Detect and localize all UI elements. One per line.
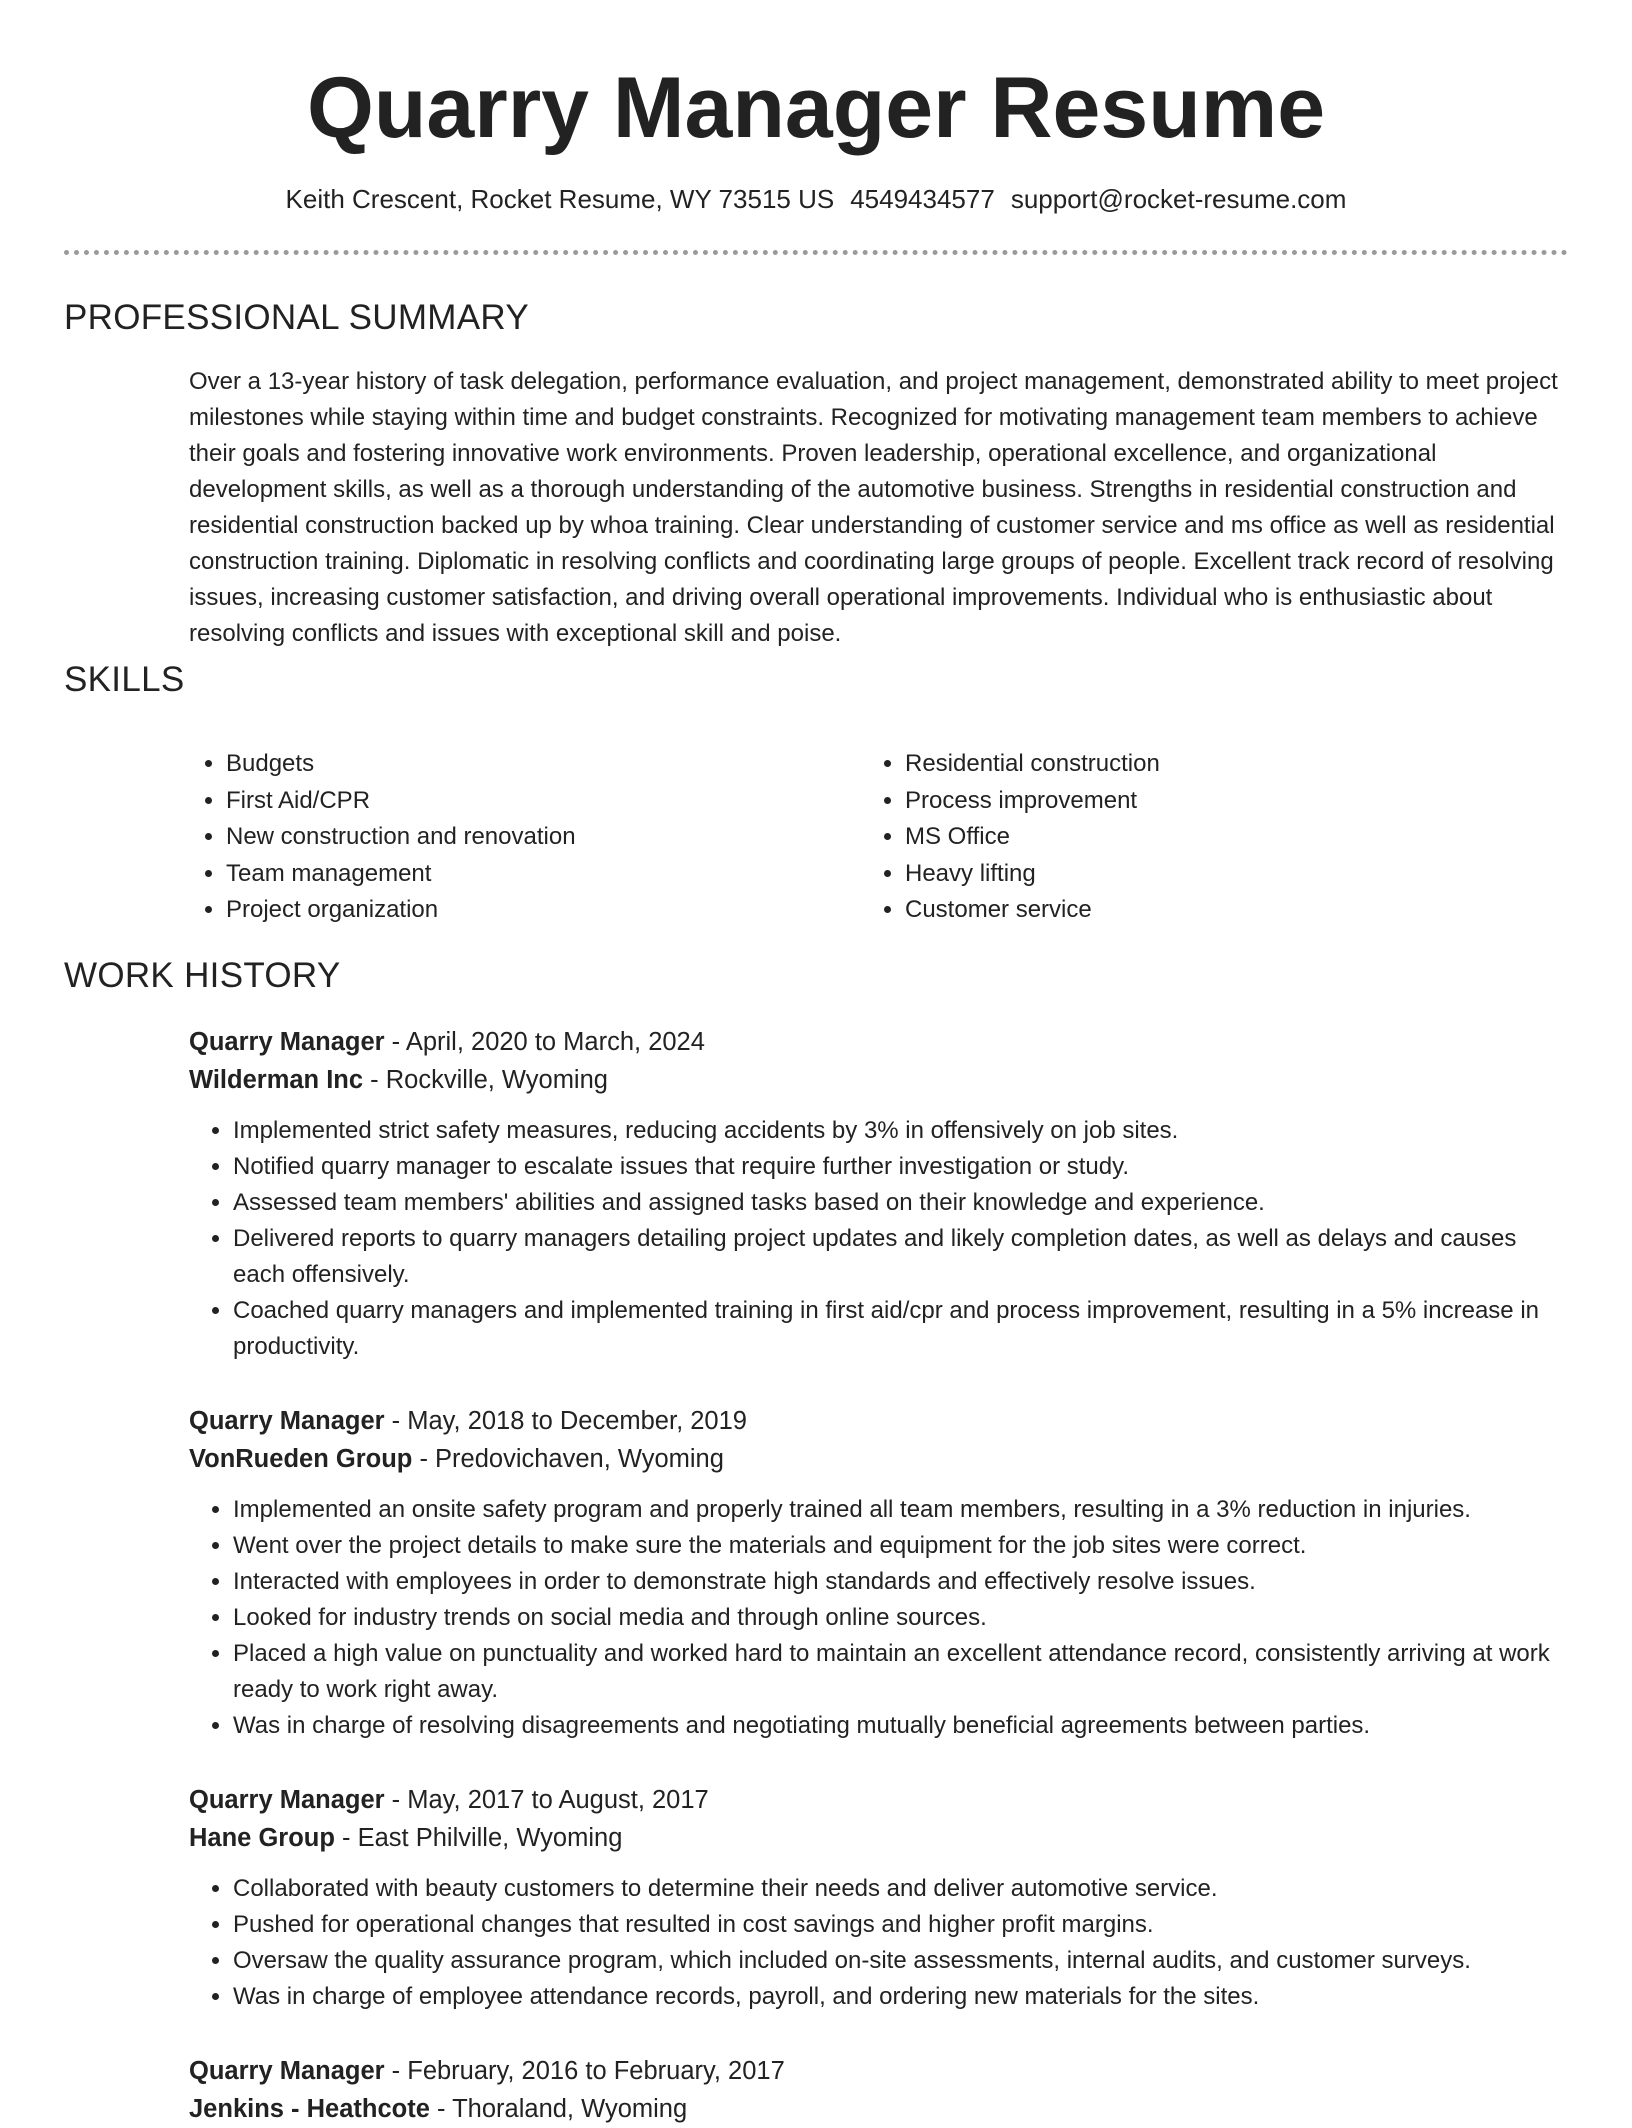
contact-email[interactable]: support@rocket-resume.com [1010,184,1347,214]
job-title: Quarry Manager [189,1028,385,1056]
skill-item: • MS Office [905,819,1160,856]
contact-line [0,182,1632,216]
skill-item: • Residential construction [905,746,1160,783]
job-location: - Rockville, Wyoming [363,1066,608,1094]
job-bullet: • Implemented an onsite safety program and properly trained all team members, resulting in a 3% reduction in injuries. [233,1492,1569,1528]
job-bullet: • Collaborated with beauty customers to determine their needs and deliver automotive service. [233,1871,1569,1907]
job-bullet: • Delivered reports to quarry managers detailing project updates and likely completion dates, as well as delays and causes each offensively. [233,1221,1569,1293]
job-dates: - February, 2016 to February, 2017 [384,2057,785,2085]
job-title-line [189,2052,1569,2090]
resume-title: Quarry Manager Resume [306,60,1326,156]
job-bullet: • Looked for industry trends on social media and through online sources. [233,1600,1569,1636]
skill-item: • New construction and renovation [226,819,576,856]
job-location: - East Philville, Wyoming [334,1824,623,1852]
skill-item: • Process improvement [905,783,1160,820]
job-bullet: • Notified quarry manager to escalate issues that require further investigation or study. [233,1149,1569,1185]
job-dates: - April, 2020 to March, 2024 [384,1028,705,1056]
skill-item: • Heavy lifting [905,856,1160,893]
skills-heading: SKILLS [64,660,185,699]
job-company-line [189,2090,1569,2128]
skill-item: • First Aid/CPR [226,783,576,820]
job-bullet: • Interacted with employees in order to demonstrate high standards and effectively resolve issues. [233,1564,1569,1600]
job-dates: - May, 2017 to August, 2017 [384,1786,709,1814]
job-title-line [189,1023,1569,1061]
job-entry [189,1402,1569,1744]
header-divider [64,250,1568,255]
summary-heading: PROFESSIONAL SUMMARY [64,298,529,337]
summary-text: Over a 13-year history of task delegation, performance evaluation, and project management, demonstrated ability to meet project milestones while staying within time and budget constraints. Recognized for motivating management team members to achieve their goals and fostering innovative work environments. Proven leadership, operational excellence, and organizational development skills, as well as a thorough understanding of the automotive business. Strengths in residential construction and residential construction backed up by whoa training. Clear understanding of customer service and ms office as well as residential construction training. Diplomatic in resolving conflicts and coordinating large groups of people. Excellent track record of resolving issues, increasing customer satisfaction, and driving overall operational improvements. Individual who is enthusiastic about resolving conflicts and issues with exceptional skill and poise. [189,368,1558,647]
skill-item: • Team management [226,856,576,893]
job-company: Wilderman Inc [189,1066,364,1094]
job-title: Quarry Manager [189,1786,385,1814]
job-bullet: • Placed a high value on punctuality and worked hard to maintain an excellent attendance record, consistently arriving at work ready to work right away. [233,1636,1569,1708]
job-company-line [189,1061,1569,1099]
job-entry [189,1781,1569,2015]
job-company: Jenkins - Heathcote [189,2095,430,2123]
job-bullet: • Was in charge of resolving disagreements and negotiating mutually beneficial agreements between parties. [233,1708,1569,1744]
job-bullets [189,1492,1569,1744]
job-entry [189,2052,1569,2128]
job-location: - Thoraland, Wyoming [429,2095,688,2123]
contact-address: Keith Crescent, Rocket Resume, WY 73515 US [285,184,835,214]
job-company-line [189,1819,1569,1857]
job-company-line [189,1440,1569,1478]
job-bullets [189,1113,1569,1365]
job-title-line [189,1781,1569,1819]
job-title-line [189,1402,1569,1440]
job-bullet: • Coached quarry managers and implemented training in first aid/cpr and process improvement, resulting in a 5% increase in productivity. [233,1293,1569,1365]
job-bullet: • Assessed team members' abilities and assigned tasks based on their knowledge and experience. [233,1185,1569,1221]
job-bullet: • Was in charge of employee attendance records, payroll, and ordering new materials for the sites. [233,1979,1569,2015]
job-dates: - May, 2018 to December, 2019 [384,1407,747,1435]
skills-list-right [861,746,1160,929]
job-entry [189,1023,1569,1365]
job-bullet: • Oversaw the quality assurance program, which included on-site assessments, internal audits, and customer surveys. [233,1943,1569,1979]
skill-item: • Customer service [905,892,1160,929]
job-title: Quarry Manager [189,2057,385,2085]
job-bullet: • Pushed for operational changes that resulted in cost savings and higher profit margins. [233,1907,1569,1943]
job-bullet: • Went over the project details to make sure the materials and equipment for the job sites were correct. [233,1528,1569,1564]
job-company: Hane Group [189,1824,335,1852]
work-history-heading: WORK HISTORY [64,956,341,995]
job-title: Quarry Manager [189,1407,385,1435]
skill-item: • Project organization [226,892,576,929]
job-bullets [189,1871,1569,2015]
job-location: - Predovichaven, Wyoming [412,1445,724,1473]
skills-list-left [182,746,576,929]
skill-item: • Budgets [226,746,576,783]
contact-phone: 4549434577 [850,184,995,214]
job-bullet: • Implemented strict safety measures, reducing accidents by 3% in offensively on job sites. [233,1113,1569,1149]
job-company: VonRueden Group [189,1445,413,1473]
